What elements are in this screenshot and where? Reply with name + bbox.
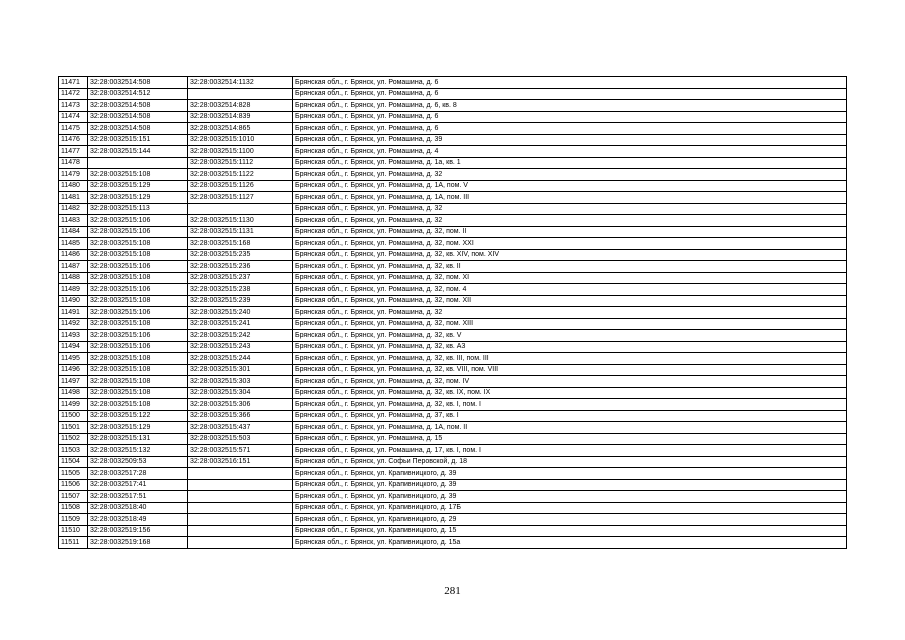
parcel-number-cell: 32:28:0032515:113 (88, 203, 188, 215)
address-cell: Брянская обл., г. Брянск, ул. Крапивницкого, д. 39 (293, 468, 847, 480)
address-cell: Брянская обл., г. Брянск, ул. Ромашина, д. 32, кв. II (293, 261, 847, 273)
object-number-cell: 32:28:0032515:241 (188, 318, 293, 330)
page-number: 281 (444, 585, 461, 597)
object-number-cell: 32:28:0032515:238 (188, 284, 293, 296)
table-row (59, 192, 847, 204)
table-row (59, 456, 847, 468)
address-cell: Брянская обл., г. Брянск, ул. Ромашина, д. 39 (293, 134, 847, 146)
address-cell: Брянская обл., г. Брянск, ул. Ромашина, д. 32 (293, 307, 847, 319)
row-number-cell: 11496 (59, 364, 88, 376)
table-row (59, 226, 847, 238)
object-number-cell: 32:28:0032515:1122 (188, 169, 293, 181)
parcel-number-cell: 32:28:0032515:129 (88, 192, 188, 204)
parcel-number-cell: 32:28:0032514:508 (88, 111, 188, 123)
table-row (59, 422, 847, 434)
object-number-cell (188, 479, 293, 491)
object-number-cell: 32:28:0032515:1100 (188, 146, 293, 158)
object-number-cell (188, 468, 293, 480)
parcel-number-cell: 32:28:0032515:129 (88, 180, 188, 192)
table-row (59, 514, 847, 526)
object-number-cell: 32:28:0032515:244 (188, 353, 293, 365)
parcel-number-cell: 32:28:0032515:108 (88, 364, 188, 376)
row-number-cell: 11493 (59, 330, 88, 342)
parcel-number-cell: 32:28:0032515:106 (88, 341, 188, 353)
address-cell: Брянская обл., г. Брянск, ул. Ромашина, д. 32, кв. III, пом. III (293, 353, 847, 365)
parcel-number-cell: 32:28:0032515:108 (88, 353, 188, 365)
address-cell: Брянская обл., г. Брянск, ул. Ромашина, д. 1А, пом. V (293, 180, 847, 192)
table-row (59, 318, 847, 330)
parcel-number-cell: 32:28:0032519:156 (88, 525, 188, 537)
parcel-number-cell: 32:28:0032515:108 (88, 399, 188, 411)
row-number-cell: 11508 (59, 502, 88, 514)
object-number-cell: 32:28:0032515:503 (188, 433, 293, 445)
table-row (59, 399, 847, 411)
object-number-cell: 32:28:0032515:301 (188, 364, 293, 376)
address-cell: Брянская обл., г. Брянск, ул. Ромашина, д. 32, пом. XIII (293, 318, 847, 330)
table-row (59, 387, 847, 399)
parcel-number-cell: 32:28:0032515:108 (88, 376, 188, 388)
row-number-cell: 11500 (59, 410, 88, 422)
parcel-number-cell (88, 157, 188, 169)
row-number-cell: 11487 (59, 261, 88, 273)
row-number-cell: 11488 (59, 272, 88, 284)
row-number-cell: 11501 (59, 422, 88, 434)
object-number-cell: 32:28:0032515:306 (188, 399, 293, 411)
object-number-cell: 32:28:0032515:1130 (188, 215, 293, 227)
parcel-number-cell: 32:28:0032515:106 (88, 284, 188, 296)
row-number-cell: 11484 (59, 226, 88, 238)
address-cell: Брянская обл., г. Брянск, ул. Ромашина, д. 32, кв. А3 (293, 341, 847, 353)
address-cell: Брянская обл., г. Брянск, ул. Ромашина, д. 17, кв. I, пом. I (293, 445, 847, 457)
row-number-cell: 11494 (59, 341, 88, 353)
address-cell: Брянская обл., г. Брянск, ул. Ромашина, д. 32, кв. V (293, 330, 847, 342)
address-cell: Брянская обл., г. Брянск, ул. Ромашина, д. 32, пом. XXI (293, 238, 847, 250)
parcel-number-cell: 32:28:0032515:129 (88, 422, 188, 434)
parcel-number-cell: 32:28:0032515:132 (88, 445, 188, 457)
object-number-cell: 32:28:0032515:366 (188, 410, 293, 422)
row-number-cell: 11478 (59, 157, 88, 169)
object-number-cell: 32:28:0032515:1010 (188, 134, 293, 146)
address-cell: Брянская обл., г. Брянск, ул. Ромашина, д. 1А, пом. II (293, 422, 847, 434)
register-table (58, 76, 847, 549)
parcel-number-cell: 32:28:0032515:122 (88, 410, 188, 422)
row-number-cell: 11475 (59, 123, 88, 135)
parcel-number-cell: 32:28:0032517:41 (88, 479, 188, 491)
parcel-number-cell: 32:28:0032515:108 (88, 318, 188, 330)
row-number-cell: 11477 (59, 146, 88, 158)
address-cell: Брянская обл., г. Брянск, ул. Ромашина, д. 6, кв. 8 (293, 100, 847, 112)
table-row (59, 238, 847, 250)
row-number-cell: 11473 (59, 100, 88, 112)
table-row (59, 376, 847, 388)
address-cell: Брянская обл., г. Брянск, ул. Ромашина, д. 32 (293, 203, 847, 215)
address-cell: Брянская обл., г. Брянск, ул. Софьи Перовской, д. 18 (293, 456, 847, 468)
object-number-cell: 32:28:0032515:1112 (188, 157, 293, 169)
address-cell: Брянская обл., г. Брянск, ул. Ромашина, д. 32, кв. VIII, пом. VIII (293, 364, 847, 376)
table-row (59, 525, 847, 537)
address-cell: Брянская обл., г. Брянск, ул. Крапивницкого, д. 39 (293, 491, 847, 503)
table-row (59, 307, 847, 319)
row-number-cell: 11483 (59, 215, 88, 227)
parcel-number-cell: 32:28:0032514:508 (88, 123, 188, 135)
address-cell: Брянская обл., г. Брянск, ул. Ромашина, д. 32, пом. XI (293, 272, 847, 284)
row-number-cell: 11489 (59, 284, 88, 296)
row-number-cell: 11474 (59, 111, 88, 123)
address-cell: Брянская обл., г. Брянск, ул. Ромашина, д. 4 (293, 146, 847, 158)
table-row (59, 215, 847, 227)
object-number-cell: 32:28:0032515:239 (188, 295, 293, 307)
object-number-cell: 32:28:0032515:242 (188, 330, 293, 342)
row-number-cell: 11502 (59, 433, 88, 445)
parcel-number-cell: 32:28:0032515:144 (88, 146, 188, 158)
address-cell: Брянская обл., г. Брянск, ул. Ромашина, д. 1А, пом. III (293, 192, 847, 204)
row-number-cell: 11497 (59, 376, 88, 388)
table-row (59, 479, 847, 491)
address-cell: Брянская обл., г. Брянск, ул. Ромашина, д. 32, кв. IX, пом. IX (293, 387, 847, 399)
parcel-number-cell: 32:28:0032515:108 (88, 169, 188, 181)
object-number-cell (188, 203, 293, 215)
object-number-cell: 32:28:0032515:1126 (188, 180, 293, 192)
object-number-cell: 32:28:0032515:437 (188, 422, 293, 434)
table-row (59, 249, 847, 261)
row-number-cell: 11511 (59, 537, 88, 549)
address-cell: Брянская обл., г. Брянск, ул. Ромашина, д. 6 (293, 111, 847, 123)
address-cell: Брянская обл., г. Брянск, ул. Крапивницкого, д. 39 (293, 479, 847, 491)
table-row (59, 330, 847, 342)
object-number-cell: 32:28:0032515:1131 (188, 226, 293, 238)
row-number-cell: 11476 (59, 134, 88, 146)
row-number-cell: 11482 (59, 203, 88, 215)
address-cell: Брянская обл., г. Брянск, ул. Ромашина, д. 6 (293, 88, 847, 100)
address-cell: Брянская обл., г. Брянск, ул. Ромашина, д. 15 (293, 433, 847, 445)
row-number-cell: 11505 (59, 468, 88, 480)
parcel-number-cell: 32:28:0032517:51 (88, 491, 188, 503)
address-cell: Брянская обл., г. Брянск, ул. Ромашина, д. 32, кв. XIV, пом. XIV (293, 249, 847, 261)
table-row (59, 502, 847, 514)
table-row (59, 537, 847, 549)
parcel-number-cell: 32:28:0032515:106 (88, 261, 188, 273)
row-number-cell: 11509 (59, 514, 88, 526)
row-number-cell: 11485 (59, 238, 88, 250)
table-row (59, 468, 847, 480)
row-number-cell: 11479 (59, 169, 88, 181)
table-row (59, 88, 847, 100)
address-cell: Брянская обл., г. Брянск, ул. Ромашина, д. 32 (293, 215, 847, 227)
table-row (59, 491, 847, 503)
parcel-number-cell: 32:28:0032515:106 (88, 226, 188, 238)
table-row (59, 203, 847, 215)
parcel-number-cell: 32:28:0032514:508 (88, 77, 188, 89)
parcel-number-cell: 32:28:0032515:108 (88, 272, 188, 284)
table-row (59, 353, 847, 365)
table-row (59, 410, 847, 422)
table-row (59, 146, 847, 158)
register-table-body (59, 77, 847, 549)
row-number-cell: 11510 (59, 525, 88, 537)
object-number-cell: 32:28:0032514:865 (188, 123, 293, 135)
table-row (59, 169, 847, 181)
table-row (59, 157, 847, 169)
parcel-number-cell: 32:28:0032518:40 (88, 502, 188, 514)
object-number-cell (188, 514, 293, 526)
row-number-cell: 11492 (59, 318, 88, 330)
row-number-cell: 11471 (59, 77, 88, 89)
object-number-cell: 32:28:0032515:240 (188, 307, 293, 319)
object-number-cell: 32:28:0032515:1127 (188, 192, 293, 204)
parcel-number-cell: 32:28:0032514:512 (88, 88, 188, 100)
object-number-cell (188, 491, 293, 503)
parcel-number-cell: 32:28:0032515:106 (88, 307, 188, 319)
address-cell: Брянская обл., г. Брянск, ул. Ромашина, д. 6 (293, 77, 847, 89)
address-cell: Брянская обл., г. Брянск, ул. Ромашина, д. 6 (293, 123, 847, 135)
table-row (59, 180, 847, 192)
parcel-number-cell: 32:28:0032509:53 (88, 456, 188, 468)
table-row (59, 433, 847, 445)
parcel-number-cell: 32:28:0032517:28 (88, 468, 188, 480)
table-row (59, 111, 847, 123)
object-number-cell (188, 525, 293, 537)
table-row (59, 295, 847, 307)
object-number-cell: 32:28:0032514:839 (188, 111, 293, 123)
table-row (59, 123, 847, 135)
row-number-cell: 11481 (59, 192, 88, 204)
object-number-cell: 32:28:0032514:1132 (188, 77, 293, 89)
row-number-cell: 11504 (59, 456, 88, 468)
parcel-number-cell: 32:28:0032518:49 (88, 514, 188, 526)
row-number-cell: 11486 (59, 249, 88, 261)
object-number-cell (188, 502, 293, 514)
address-cell: Брянская обл., г. Брянск, ул. Крапивницкого, д. 29 (293, 514, 847, 526)
table-row (59, 364, 847, 376)
row-number-cell: 11499 (59, 399, 88, 411)
parcel-number-cell: 32:28:0032515:131 (88, 433, 188, 445)
row-number-cell: 11490 (59, 295, 88, 307)
row-number-cell: 11503 (59, 445, 88, 457)
row-number-cell: 11506 (59, 479, 88, 491)
parcel-number-cell: 32:28:0032515:106 (88, 330, 188, 342)
address-cell: Брянская обл., г. Брянск, ул. Ромашина, д. 32, кв. I, пом. I (293, 399, 847, 411)
object-number-cell: 32:28:0032514:828 (188, 100, 293, 112)
row-number-cell: 11507 (59, 491, 88, 503)
row-number-cell: 11498 (59, 387, 88, 399)
address-cell: Брянская обл., г. Брянск, ул. Крапивницкого, д. 15 (293, 525, 847, 537)
parcel-number-cell: 32:28:0032515:106 (88, 215, 188, 227)
object-number-cell: 32:28:0032515:235 (188, 249, 293, 261)
parcel-number-cell: 32:28:0032515:108 (88, 249, 188, 261)
address-cell: Брянская обл., г. Брянск, ул. Крапивницкого, д. 15а (293, 537, 847, 549)
table-row (59, 261, 847, 273)
object-number-cell (188, 537, 293, 549)
table-row (59, 445, 847, 457)
address-cell: Брянская обл., г. Брянск, ул. Ромашина, д. 32, пом. 4 (293, 284, 847, 296)
parcel-number-cell: 32:28:0032515:108 (88, 238, 188, 250)
parcel-number-cell: 32:28:0032519:168 (88, 537, 188, 549)
address-cell: Брянская обл., г. Брянск, ул. Ромашина, д. 32 (293, 169, 847, 181)
object-number-cell: 32:28:0032516:151 (188, 456, 293, 468)
object-number-cell: 32:28:0032515:237 (188, 272, 293, 284)
address-cell: Брянская обл., г. Брянск, ул. Ромашина, д. 32, пом. XII (293, 295, 847, 307)
address-cell: Брянская обл., г. Брянск, ул. Ромашина, д. 37, кв. I (293, 410, 847, 422)
parcel-number-cell: 32:28:0032515:108 (88, 387, 188, 399)
table-row (59, 341, 847, 353)
object-number-cell: 32:28:0032515:304 (188, 387, 293, 399)
row-number-cell: 11480 (59, 180, 88, 192)
table-row (59, 284, 847, 296)
address-cell: Брянская обл., г. Брянск, ул. Ромашина, д. 32, пом. II (293, 226, 847, 238)
table-row (59, 134, 847, 146)
row-number-cell: 11491 (59, 307, 88, 319)
object-number-cell: 32:28:0032515:571 (188, 445, 293, 457)
object-number-cell (188, 88, 293, 100)
object-number-cell: 32:28:0032515:243 (188, 341, 293, 353)
parcel-number-cell: 32:28:0032514:508 (88, 100, 188, 112)
table-row (59, 77, 847, 89)
row-number-cell: 11495 (59, 353, 88, 365)
object-number-cell: 32:28:0032515:168 (188, 238, 293, 250)
parcel-number-cell: 32:28:0032515:151 (88, 134, 188, 146)
object-number-cell: 32:28:0032515:236 (188, 261, 293, 273)
address-cell: Брянская обл., г. Брянск, ул. Крапивницкого, д. 17Б (293, 502, 847, 514)
object-number-cell: 32:28:0032515:303 (188, 376, 293, 388)
address-cell: Брянская обл., г. Брянск, ул. Ромашина, д. 1а, кв. 1 (293, 157, 847, 169)
table-row (59, 100, 847, 112)
row-number-cell: 11472 (59, 88, 88, 100)
parcel-number-cell: 32:28:0032515:108 (88, 295, 188, 307)
table-row (59, 272, 847, 284)
address-cell: Брянская обл., г. Брянск, ул. Ромашина, д. 32, пом. IV (293, 376, 847, 388)
